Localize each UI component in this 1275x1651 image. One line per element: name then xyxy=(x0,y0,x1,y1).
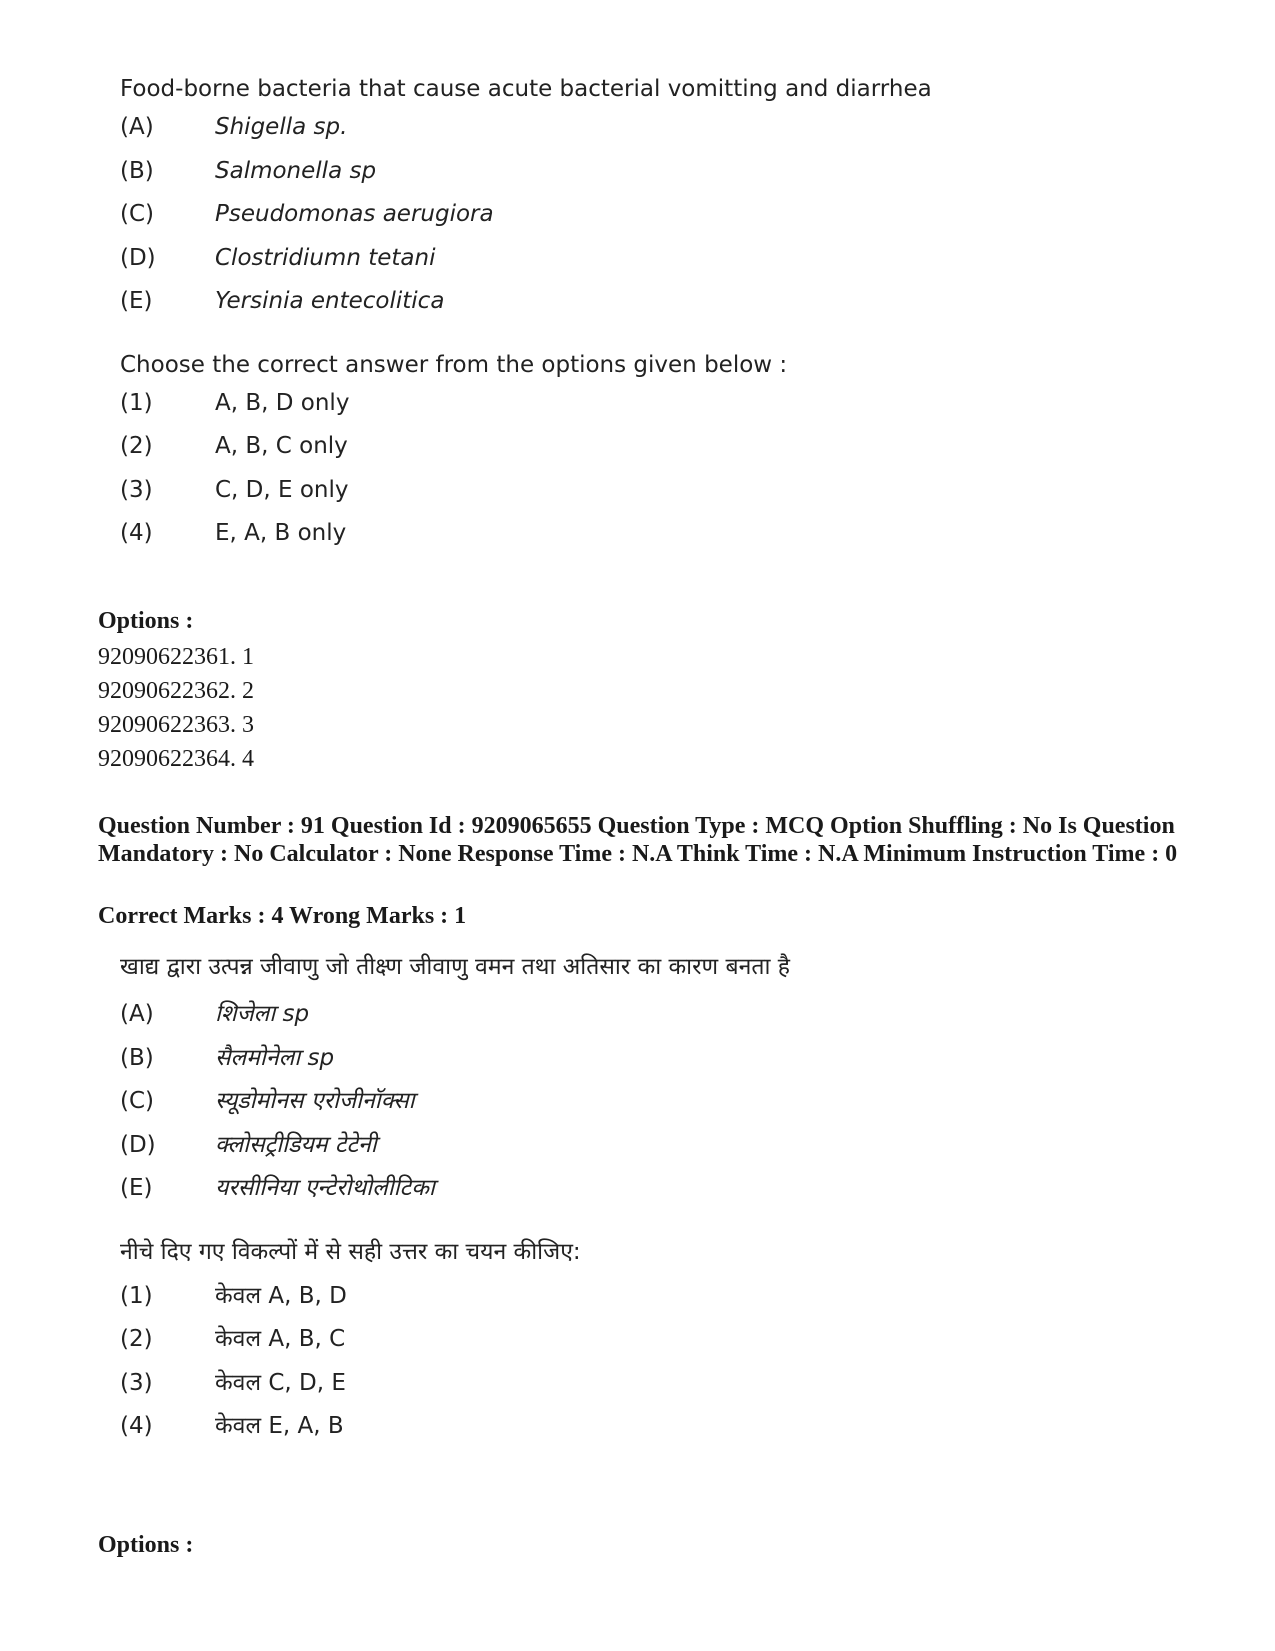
answer-text: केवल A, B, C xyxy=(215,1326,346,1352)
q91-item-e xyxy=(120,1170,790,1214)
item-key: (C) xyxy=(120,1088,155,1114)
answer-key: (4) xyxy=(120,1413,153,1439)
q90-options-heading: Options : xyxy=(98,608,194,634)
q91-answer-list xyxy=(120,1278,790,1452)
item-key: (D) xyxy=(120,1131,156,1158)
q91-stem: खाद्य द्वारा उत्पन्न जीवाणु जो तीक्ष्ण जीवाणु वमन तथा अतिसार का कारण बनता है xyxy=(120,954,790,980)
item-key: (D) xyxy=(120,244,156,271)
item-key: (E) xyxy=(120,288,153,314)
item-key: (B) xyxy=(120,1044,154,1071)
q90-option-id-list xyxy=(98,640,254,776)
q90-item-b xyxy=(120,158,932,202)
q91-answer-4 xyxy=(120,1408,790,1452)
q91-options-heading: Options : xyxy=(98,1532,194,1558)
option-id-3: 92090622363. 3 xyxy=(98,712,254,738)
q91-choose-instruction: नीचे दिए गए विकल्पों में से सही उत्तर का चयन कीजिए: xyxy=(120,1238,581,1265)
answer-key: (3) xyxy=(120,476,153,503)
q90-item-a xyxy=(120,114,932,158)
answer-text: केवल A, B, D xyxy=(215,1282,347,1309)
answer-text: E, A, B only xyxy=(215,520,347,546)
answer-text: C, D, E only xyxy=(215,476,349,503)
q91-question-block xyxy=(120,952,790,1452)
answer-key: (1) xyxy=(120,389,153,416)
q91-answer-3 xyxy=(120,1365,790,1409)
item-text: क्लोसट्रीडियम टेटेनी xyxy=(215,1131,377,1158)
item-text: Salmonella sp xyxy=(215,157,377,184)
answer-text: केवल E, A, B xyxy=(215,1413,344,1439)
q90-answer-4 xyxy=(120,520,932,564)
item-key: (E) xyxy=(120,1175,153,1201)
q91-item-list xyxy=(120,996,790,1214)
q90-question-block xyxy=(120,74,932,564)
answer-key: (2) xyxy=(120,433,153,459)
answer-key: (4) xyxy=(120,520,153,546)
q90-answer-list xyxy=(120,390,932,564)
answer-text: A, B, D only xyxy=(215,389,350,416)
item-text: यरसीनिया एन्टेरोथोलीटिका xyxy=(215,1175,435,1201)
answer-key: (1) xyxy=(120,1282,153,1309)
q90-item-c xyxy=(120,201,932,245)
q90-item-d xyxy=(120,245,932,289)
item-text: Yersinia entecolitica xyxy=(215,288,445,314)
q91-marks: Correct Marks : 4 Wrong Marks : 1 xyxy=(98,903,467,929)
option-id-1: 92090622361. 1 xyxy=(98,644,254,670)
q91-answer-2 xyxy=(120,1321,790,1365)
q91-item-a xyxy=(120,996,790,1040)
q90-stem: Food-borne bacteria that cause acute bacterial vomitting and diarrhea xyxy=(120,76,932,102)
item-text: Clostridiumn tetani xyxy=(215,244,436,271)
q90-item-list xyxy=(120,114,932,332)
item-key: (B) xyxy=(120,157,154,184)
item-text: Pseudomonas aerugiora xyxy=(215,201,494,227)
answer-text: A, B, C only xyxy=(215,433,348,459)
q91-meta-header: Question Number : 91 Question Id : 9209065655 Question Type : MCQ Option Shuffling : No Is Question Mandatory : No Calculator : None Response Time : N.A Think Time : N.A Minimum Instruction Time : 0 xyxy=(98,813,1178,867)
q90-item-e xyxy=(120,288,932,332)
q91-item-b xyxy=(120,1040,790,1084)
q90-answer-3 xyxy=(120,477,932,521)
q91-item-d xyxy=(120,1127,790,1171)
q90-answer-2 xyxy=(120,433,932,477)
item-text: शिजेला sp xyxy=(215,1001,310,1027)
item-key: (A) xyxy=(120,1001,154,1027)
q91-item-c xyxy=(120,1083,790,1127)
option-id-4: 92090622364. 4 xyxy=(98,746,254,772)
answer-key: (3) xyxy=(120,1369,153,1396)
answer-text: केवल C, D, E xyxy=(215,1369,346,1396)
q91-answer-1 xyxy=(120,1278,790,1322)
item-key: (C) xyxy=(120,201,155,227)
item-text: स्यूडोमोनस एरोजीनॉक्सा xyxy=(215,1088,415,1114)
option-id-2: 92090622362. 2 xyxy=(98,678,254,704)
item-text: सैलमोनेला sp xyxy=(215,1044,335,1071)
q90-answer-1 xyxy=(120,390,932,434)
q90-choose-instruction: Choose the correct answer from the options given below : xyxy=(120,351,788,378)
item-key: (A) xyxy=(120,114,154,140)
answer-key: (2) xyxy=(120,1326,153,1352)
item-text: Shigella sp. xyxy=(215,114,348,140)
